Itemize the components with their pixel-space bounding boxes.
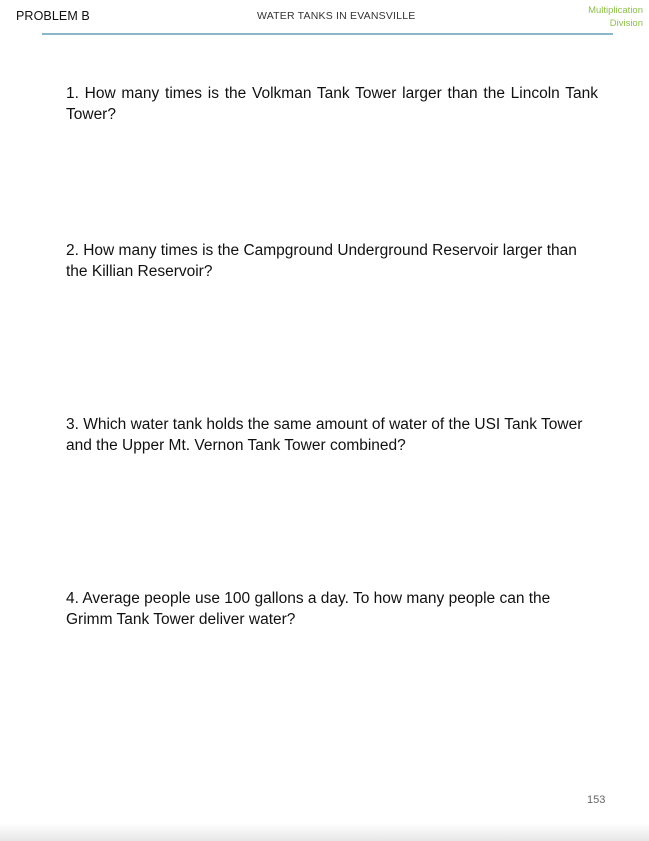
- header-divider: [42, 33, 613, 35]
- question-1: 1. How many times is the Volkman Tank Tower larger than the Lincoln Tank Tower?: [66, 85, 598, 123]
- problem-label: PROBLEM B: [16, 9, 90, 23]
- topic-label-line-2: Division: [609, 18, 643, 29]
- page-title: WATER TANKS IN EVANSVILLE: [257, 10, 416, 22]
- question-4: 4. Average people use 100 gallons a day. To how many people can the Grimm Tank Tower deliver water?: [66, 590, 551, 628]
- question-2: 2. How many times is the Campground Underground Reservoir larger than the Killian Reservoir?: [66, 242, 577, 280]
- page-number: 153: [587, 794, 606, 806]
- topic-label-line-1: Multiplication: [588, 5, 643, 16]
- question-3: 3. Which water tank holds the same amount of water of the USI Tank Tower and the Upper Mt. Vernon Tank Tower combined?: [66, 416, 583, 454]
- page-bottom-shadow: [0, 823, 649, 841]
- topic-label: [588, 4, 643, 30]
